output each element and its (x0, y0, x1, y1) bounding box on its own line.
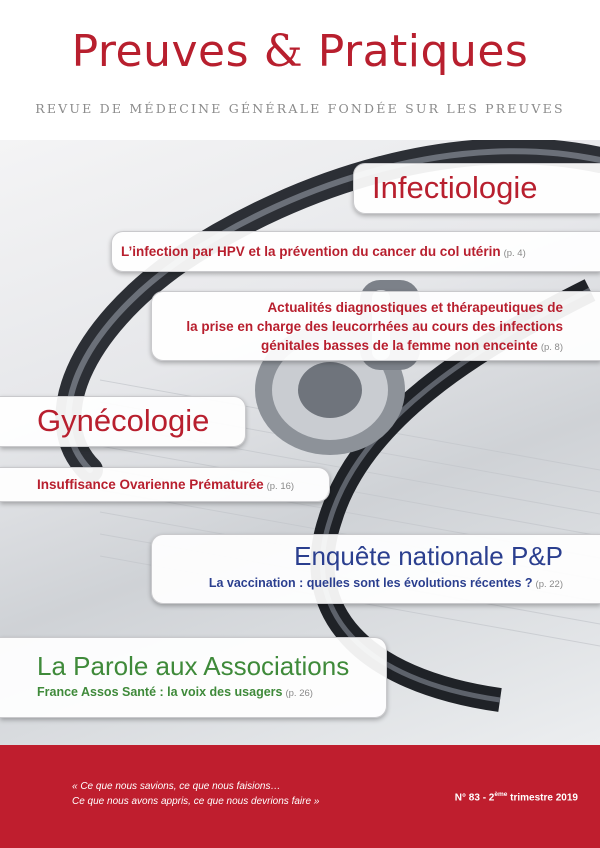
article-france-assos-title (37, 684, 313, 702)
footer-quote (72, 779, 319, 809)
article-leucorrhees-line2: la prise en charge des leucorrhées au cours des infections (186, 319, 563, 334)
article-vaccination-page: (p. 22) (535, 579, 563, 590)
article-hpv-page: (p. 4) (503, 248, 526, 259)
section-heading-infectiologie: Infectiologie (372, 170, 538, 205)
issue-suffix: trimestre 2019 (507, 792, 578, 804)
article-france-assos-page: (p. 26) (285, 688, 313, 699)
article-leucorrhees-page: (p. 8) (540, 342, 563, 353)
section-heading-associations: La Parole aux Associations (37, 651, 350, 681)
section-enquete-box (151, 534, 600, 604)
footer-band (0, 745, 600, 848)
title-part2: Pratiques (317, 26, 529, 77)
article-leucorrhees-line3: génitales basses de la femme non enceinte (260, 338, 538, 353)
article-leucorrhees-box (151, 291, 600, 361)
article-hpv-box (111, 231, 600, 272)
article-iop-box (0, 467, 330, 502)
article-vaccination-text: La vaccination : quelles sont les évolutions récentes ? (208, 576, 533, 590)
section-gynecologie-heading-box (0, 396, 246, 447)
article-hpv-text: L’infection par HPV et la prévention du cancer du col utérin (121, 244, 501, 259)
footer-quote-line1: « Ce que nous savions, ce que nous faisions… (72, 781, 281, 792)
article-iop-title (37, 475, 294, 496)
section-heading-enquete: Enquête nationale P&P (294, 541, 563, 571)
issue-sup: ème (494, 791, 508, 798)
article-iop-text: Insuffisance Ovarienne Prématurée (37, 477, 264, 492)
article-france-assos-text: France Assos Santé : la voix des usagers (37, 685, 283, 699)
section-associations-box (0, 637, 387, 718)
footer-quote-line2: Ce que nous avons appris, ce que nous devrions faire » (72, 796, 320, 807)
article-hpv-title (121, 242, 526, 263)
section-infectiologie-heading-box (353, 163, 600, 214)
magazine-subtitle: REVUE DE MÉDECINE GÉNÉRALE FONDÉE SUR LES PREUVES (35, 101, 565, 116)
title-ampersand: & (263, 26, 304, 77)
article-iop-page: (p. 16) (266, 481, 295, 492)
section-heading-gynecologie: Gynécologie (37, 403, 210, 438)
title-part1: Preuves (71, 26, 250, 77)
masthead (0, 0, 600, 140)
article-leucorrhees-title (186, 298, 563, 357)
article-vaccination-title (209, 575, 563, 593)
issue-number (455, 791, 578, 803)
article-leucorrhees-line1: Actualités diagnostiques et thérapeutiques de (267, 300, 563, 315)
magazine-title (0, 26, 600, 78)
issue-prefix: N° 83 - 2 (454, 792, 495, 804)
